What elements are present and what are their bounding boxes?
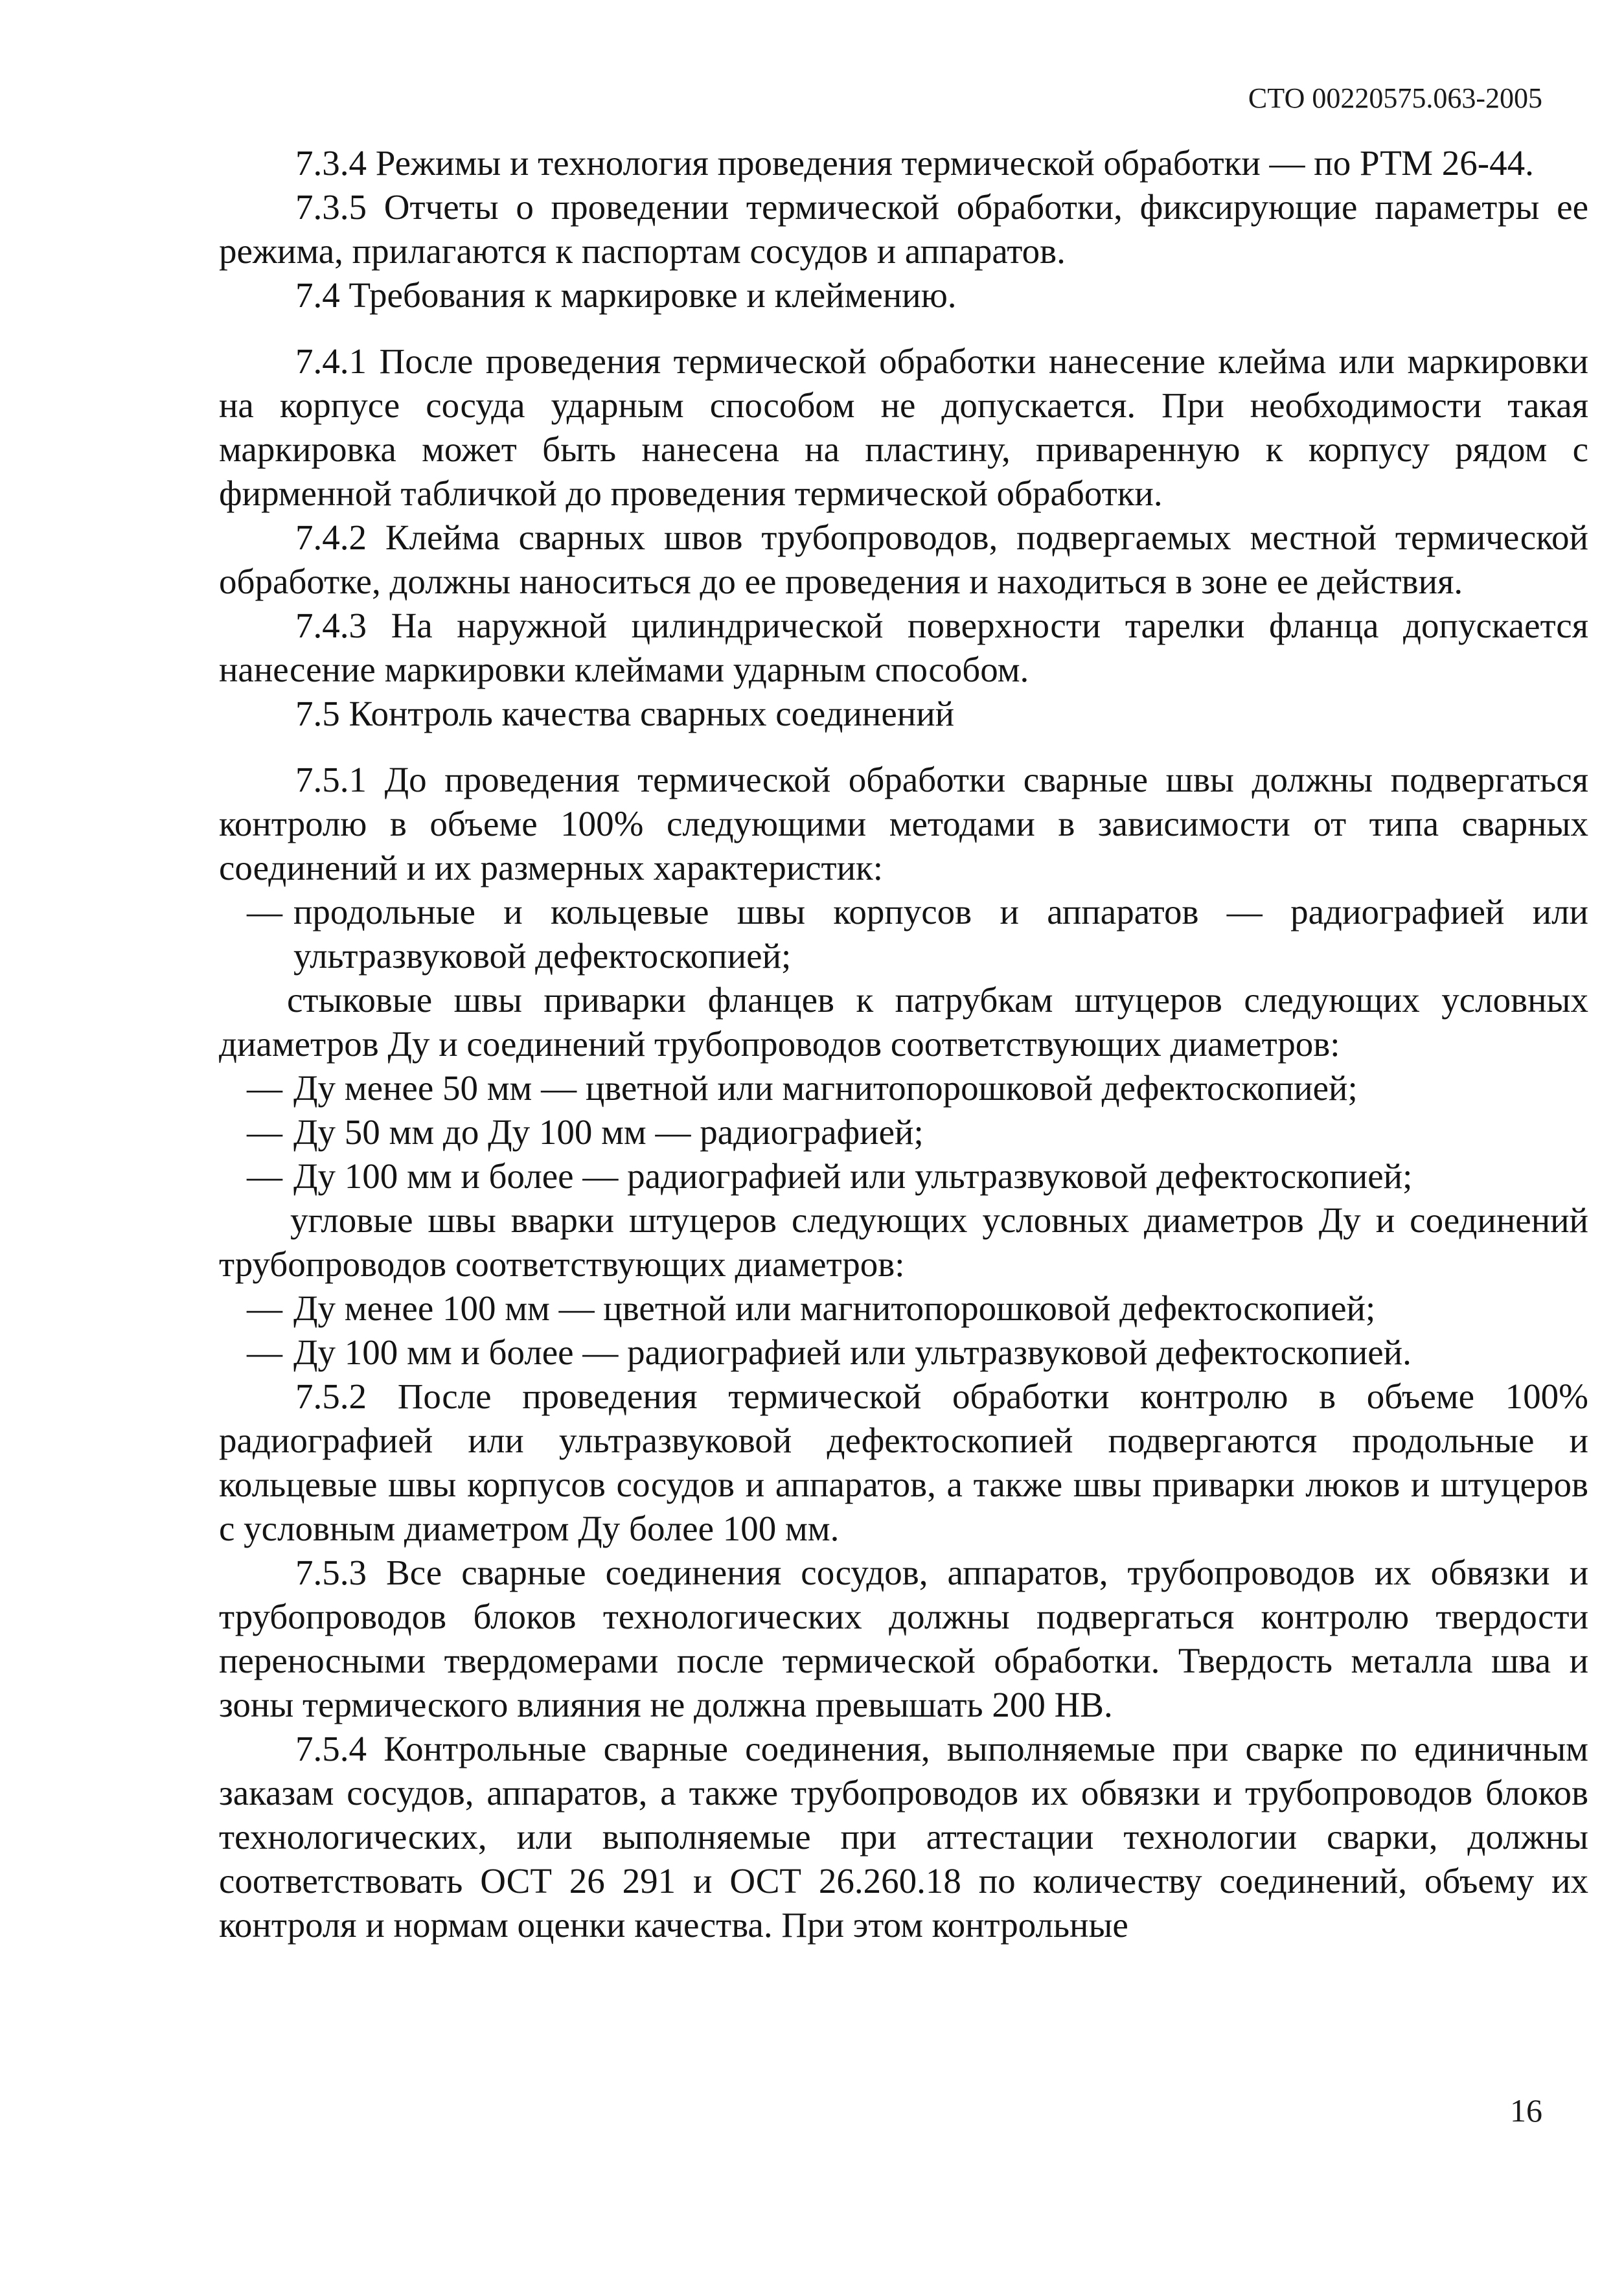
dash-marker: —: [247, 1332, 282, 1372]
list-item-text: Ду 50 мм до Ду 100 мм — радиографией;: [293, 1112, 924, 1152]
document-code-header: СТО 00220575.063-2005: [1248, 82, 1542, 114]
paragraph-7-5-2: 7.5.2 После проведения термической обработки контролю в объеме 100% радиографией или ультразвуковой дефектоскопией подвергаются продольные и кольцевые швы корпусов сосудов и аппаратов, а также швы приварки люков и штуцеров с условным диаметром Ду более 100 мм.: [219, 1377, 1588, 1548]
section-heading-7-5: 7.5 Контроль качества сварных соединений: [295, 694, 955, 733]
paragraph-7-3-4: 7.3.4 Режимы и технология проведения термической обработки — по РТМ 26-44.: [295, 143, 1534, 183]
corner-welds-intro: угловые швы вварки штуцеров следующих условных диаметров Ду и соединений трубопроводов соответствующих диаметров:: [219, 1200, 1588, 1284]
dash-marker: —: [247, 1156, 282, 1196]
list-item-text: Ду 100 мм и более — радиографией или ультразвуковой дефектоскопией.: [293, 1332, 1412, 1372]
paragraph-7-5-1: 7.5.1 До проведения термической обработки сварные швы должны подвергаться контролю в объеме 100% следующими методами в зависимости от типа сварных соединений и их размерных характеристик:: [219, 760, 1588, 887]
paragraph-7-4-2: 7.4.2 Клейма сварных швов трубопроводов, подвергаемых местной термической обработке, должны наноситься до ее проведения и находиться в зоне ее действия.: [219, 518, 1588, 601]
dash-marker: —: [247, 892, 282, 932]
list-item-text: Ду менее 50 мм — цветной или магнитопорошковой дефектоскопией;: [293, 1068, 1358, 1108]
list-item: [219, 1331, 1588, 1375]
dash-marker: —: [247, 1288, 282, 1328]
dash-marker: —: [247, 1068, 282, 1108]
paragraph-7-4-1: 7.4.1 После проведения термической обработки нанесение клейма или маркировки на корпусе сосуда ударным способом не допускается. При необходимости такая маркировка может быть нанесена на пластину, приваренную к корпусу рядом с фирменной табличкой до проведения термической обработки.: [219, 341, 1588, 513]
list-item: [219, 1154, 1588, 1198]
list-item: [219, 890, 1588, 978]
list-item: [219, 1286, 1588, 1331]
document-body: [219, 141, 1588, 1947]
list-item: [219, 1066, 1588, 1110]
page-number: 16: [1510, 2092, 1542, 2129]
paragraph-7-5-3: 7.5.3 Все сварные соединения сосудов, аппаратов, трубопроводов их обвязки и трубопроводов блоков технологических должны подвергаться контролю твердости переносными твердомерами после термической обработки. Твердость металла шва и зоны термического влияния не должна превышать 200 НВ.: [219, 1553, 1588, 1724]
paragraph-7-4-3: 7.4.3 На наружной цилиндрической поверхности тарелки фланца допускается нанесение маркировки клеймами ударным способом.: [219, 606, 1588, 689]
paragraph-7-5-4: 7.5.4 Контрольные сварные соединения, выполняемые при сварке по единичным заказам сосудов, аппаратов, а также трубопроводов их обвязки и трубопроводов блоков технологических, или выполняемые при аттестации технологии сварки, должны соответствовать ОСТ 26 291 и ОСТ 26.260.18 по количеству соединений, объему их контроля и нормам оценки качества. При этом контрольные: [219, 1729, 1588, 1945]
list-item-text: продольные и кольцевые швы корпусов и аппаратов — радиографией или ультразвуковой дефектоскопией;: [293, 892, 1588, 976]
dash-marker: —: [247, 1112, 282, 1152]
section-heading-7-4: 7.4 Требования к маркировке и клеймению.: [295, 275, 957, 315]
butt-welds-intro: стыковые швы приварки фланцев к патрубкам штуцеров следующих условных диаметров Ду и соединений трубопроводов соответствующих диаметров:: [219, 980, 1588, 1064]
paragraph-7-3-5: 7.3.5 Отчеты о проведении термической обработки, фиксирующие параметры ее режима, прилагаются к паспортам сосудов и аппаратов.: [219, 187, 1588, 271]
list-item-text: Ду менее 100 мм — цветной или магнитопорошковой дефектоскопией;: [293, 1288, 1376, 1328]
list-item: [219, 1110, 1588, 1154]
list-item-text: Ду 100 мм и более — радиографией или ультразвуковой дефектоскопией;: [293, 1156, 1413, 1196]
